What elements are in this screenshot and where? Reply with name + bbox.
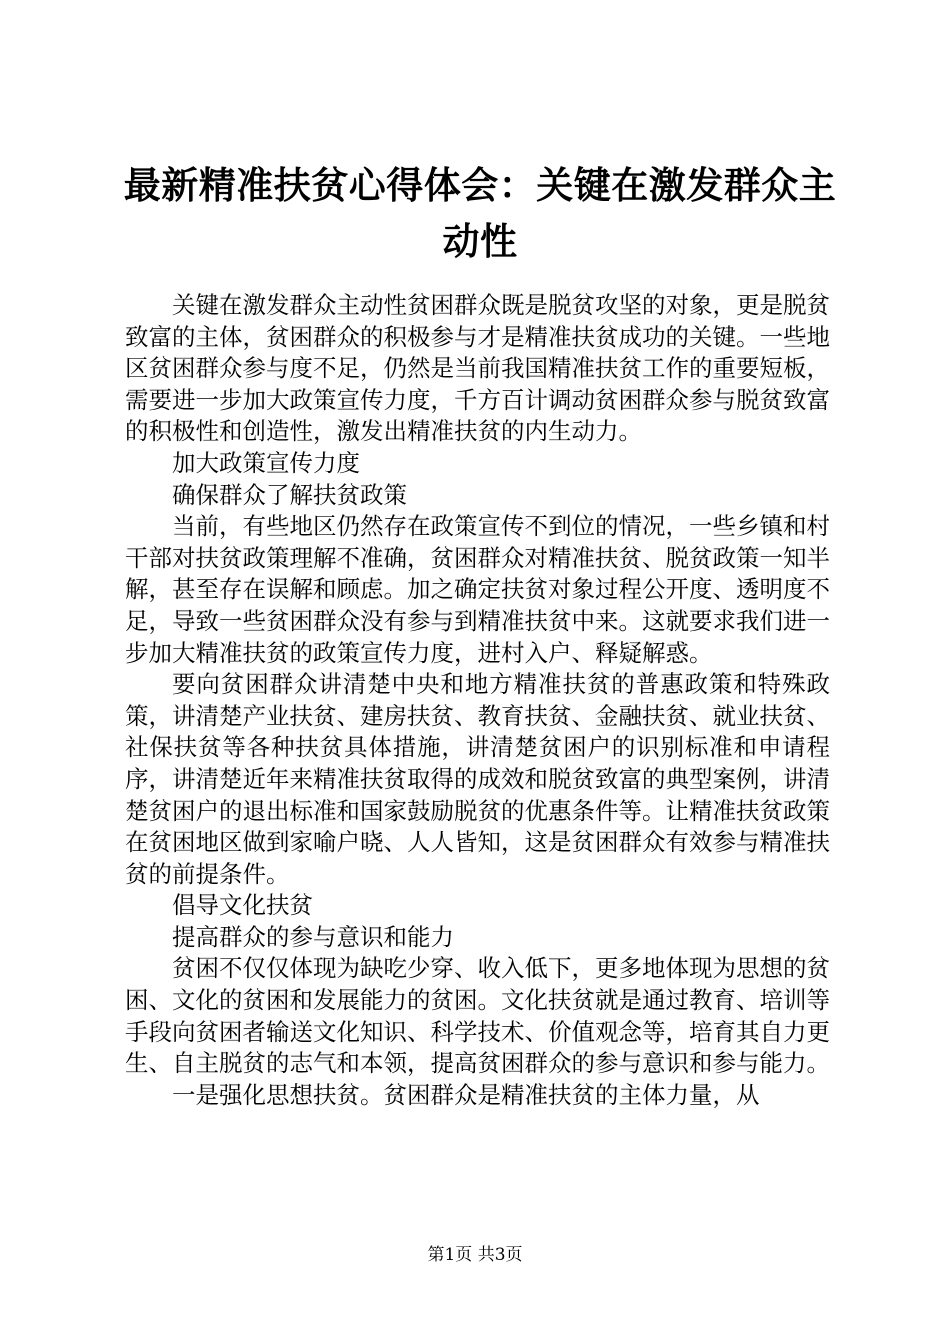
- paragraph-ideological-poverty: 一是强化思想扶贫。贫困群众是精准扶贫的主体力量，从: [172, 1080, 760, 1109]
- paragraph-intro: 关键在激发群众主动性贫困群众既是脱贫攻坚的对象，更是脱贫致富的主体，贫困群众的积极参与才是精准扶贫成功的关键。一些地区贫困群众参与度不足，仍然是当前我国精准扶贫工作的重要短板，需要进一步加大政策宣传力度，千方百计调动贫困群众参与脱贫致富的积极性和创造性，激发出精准扶贫的内生动力。: [125, 291, 830, 446]
- page-footer: [0, 1243, 950, 1267]
- section-subheading-participation-ability: 提高群众的参与意识和能力: [172, 922, 454, 951]
- section-subheading-understand-policy: 确保群众了解扶贫政策: [172, 480, 407, 509]
- paragraph-cultural-poverty: 贫困不仅仅体现为缺吃少穿、收入低下，更多地体现为思想的贫困、文化的贫困和发展能力的贫困。文化扶贫就是通过教育、培训等手段向贫困者输送文化知识、科学技术、价值观念等，培育其自力更生、自主脱贫的志气和本领，提高贫困群众的参与意识和参与能力。: [125, 954, 830, 1078]
- paragraph-current-situation: 当前，有些地区仍然存在政策宣传不到位的情况，一些乡镇和村干部对扶贫政策理解不准确，贫困群众对精准扶贫、脱贫政策一知半解，甚至存在误解和顾虑。加之确定扶贫对象过程公开度、透明度不足，导致一些贫困群众没有参与到精准扶贫中来。这就要求我们进一步加大精准扶贫的政策宣传力度，进村入户、释疑解惑。: [125, 512, 830, 667]
- section-heading-policy-publicity: 加大政策宣传力度: [172, 448, 360, 477]
- section-heading-cultural-poverty-alleviation: 倡导文化扶贫: [172, 891, 313, 920]
- document-title: 最新精准扶贫心得体会：关键在激发群众主动性: [123, 164, 837, 263]
- page-number: 第1页: [427, 1245, 473, 1265]
- page-total: 共3页: [477, 1245, 523, 1265]
- document-body: [125, 290, 830, 1111]
- paragraph-explain-policies: 要向贫困群众讲清楚中央和地方精准扶贫的普惠政策和特殊政策，讲清楚产业扶贫、建房扶贫、教育扶贫、金融扶贫、就业扶贫、社保扶贫等各种扶贫具体措施，讲清楚贫困户的识别标准和申请程序，讲清楚近年来精准扶贫取得的成效和脱贫致富的典型案例，讲清楚贫困户的退出标准和国家鼓励脱贫的优惠条件等。让精准扶贫政策在贫困地区做到家喻户晓、人人皆知，这是贫困群众有效参与精准扶贫的前提条件。: [125, 670, 830, 888]
